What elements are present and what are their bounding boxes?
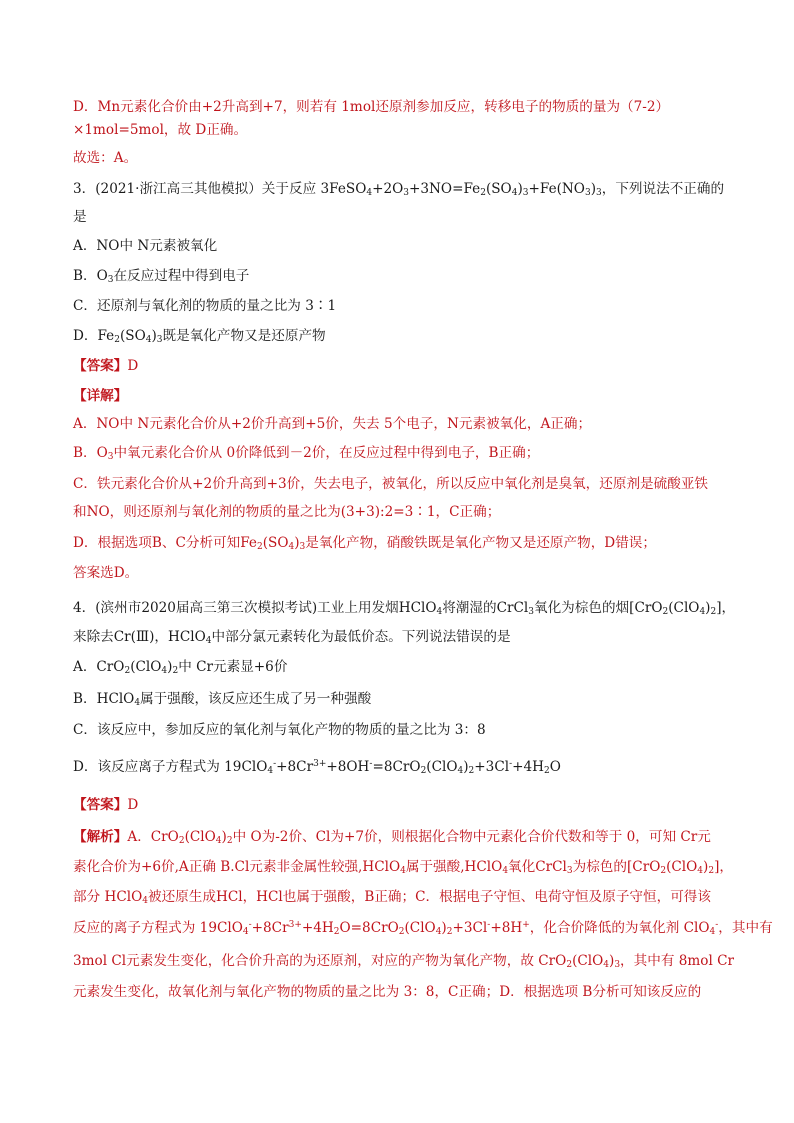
question-4-option-a: A．$CrO_2(ClO_4)_2$中 Cr元素显+6价	[73, 659, 288, 676]
question-4-answer: 【答案】D	[73, 797, 139, 813]
question-3-stem: 3．(2021·浙江高三其他模拟）关于反应 $3FeSO_4+2O_3+3NO=Fe_2(SO_4)_3+Fe(NO_3)_3$，下列说法不正确的	[73, 181, 725, 198]
question-3-option-d: D．$Fe_2(SO_4)_3$既是氧化产物又是还原产物	[73, 328, 326, 345]
question-4-analysis-3: 部分 HClO$_4$被还原生成HCl，HCl也属于强酸，B正确；C．根据电子守恒、电荷守恒及原子守恒，可得该	[73, 889, 711, 906]
question-3-explanation-heading: 【详解】	[73, 388, 128, 404]
question-3-explanation-c: C．铁元素化合价从+2价升高到+3价，失去电子，被氧化，所以反应中氧化剂是臭氧，还原剂是硫酸亚铁	[73, 476, 709, 492]
question-3-explanation-c-cont: 和NO，则还原剂与氧化剂的物质的量之比为(3+3):2=3∶1，C正确；	[73, 504, 501, 520]
question-4-analysis-1: 【解析】A．$CrO_2(ClO_4)_2$中 O为-2价、Cl为+7价，则根据化合物中元素化合价代数和等于 0，可知 Cr元	[73, 829, 711, 846]
question-3-option-b: B．$O_3$在反应过程中得到电子	[73, 268, 250, 285]
question-4-analysis-5: 3mol Cl元素发生变化，化合价升高的为还原剂，对应的产物为氧化产物，故 $CrO_2(ClO_4)_3$，其中有 8mol Cr	[73, 953, 735, 970]
prev-option-d: D．Mn元素化合价由+2升高到+7，则若有 1mol还原剂参加反应，转移电子的物质的量为（7-2）	[73, 99, 670, 115]
question-4-analysis-6: 元素发生变化，故氧化剂与氧化产物的物质的量之比为 3：8，C正确；D．根据选项 B分析可知该反应的	[73, 984, 702, 1000]
question-3-answer: 【答案】D	[73, 358, 139, 374]
question-3-explanation-b: B．$O_3$中氧元素化合价从 0价降低到－2价，在反应过程中得到电子，B正确；	[73, 445, 540, 462]
prev-answer: 故选：A。	[73, 150, 138, 166]
question-3-explanation-d: D．根据选项B、C分析可知$Fe_2(SO_4)_3$是氧化产物，硝酸铁既是氧化产物又是还原产物，D错误；	[73, 535, 656, 552]
prev-option-d-cont: ×1mol=5mol，故 D正确。	[73, 122, 248, 138]
question-3-option-a: A．NO中 N元素被氧化	[73, 238, 218, 254]
question-4-stem: 4．(滨州市2020届高三第三次模拟考试)工业上用发烟HClO$_4$将潮湿的CrCl$_3$氧化为棕色的烟$[CrO_2(ClO_4)_2]$，	[73, 600, 736, 617]
question-4-option-c: C．该反应中，参加反应的氧化剂与氧化产物的物质的量之比为 3：8	[73, 722, 486, 738]
question-4-analysis-4: 反应的离子方程式为 $19ClO_4^-+8Cr^{3+}+4H_2O=8CrO_2(ClO_4)_2+3Cl^-+8H^+$，化合价降低的为氧化剂 ClO$_4$-，其中有	[73, 920, 773, 937]
question-3-explanation-a: A．NO中 N元素化合价从+2价升高到+5价，失去 5个电子，N元素被氧化，A正确；	[73, 416, 592, 432]
question-3-stem-cont: 是	[73, 209, 87, 225]
question-3-final: 答案选D。	[73, 565, 139, 581]
question-4-analysis-2: 素化合价为+6价,A正确 B.Cl元素非金属性较强,HClO$_4$属于强酸,HClO$_4$氧化CrCl$_3$为棕色的$[CrO_2(ClO_4)_2]$，	[73, 859, 733, 876]
question-4-stem-cont: 来除去Cr(Ⅲ)，HClO$_4$中部分氯元素转化为最低价态。下列说法错误的是	[73, 629, 511, 646]
question-4-option-d: D．该反应离子方程式为 $19ClO_4^-+8Cr^{3+}+8OH^-=8CrO_2(ClO_4)_2+3Cl^-+4H_2O$	[73, 759, 561, 776]
question-3-option-c: C．还原剂与氧化剂的物质的量之比为 3∶1	[73, 298, 337, 314]
question-4-option-b: B．HClO$_4$属于强酸，该反应还生成了另一种强酸	[73, 691, 372, 708]
